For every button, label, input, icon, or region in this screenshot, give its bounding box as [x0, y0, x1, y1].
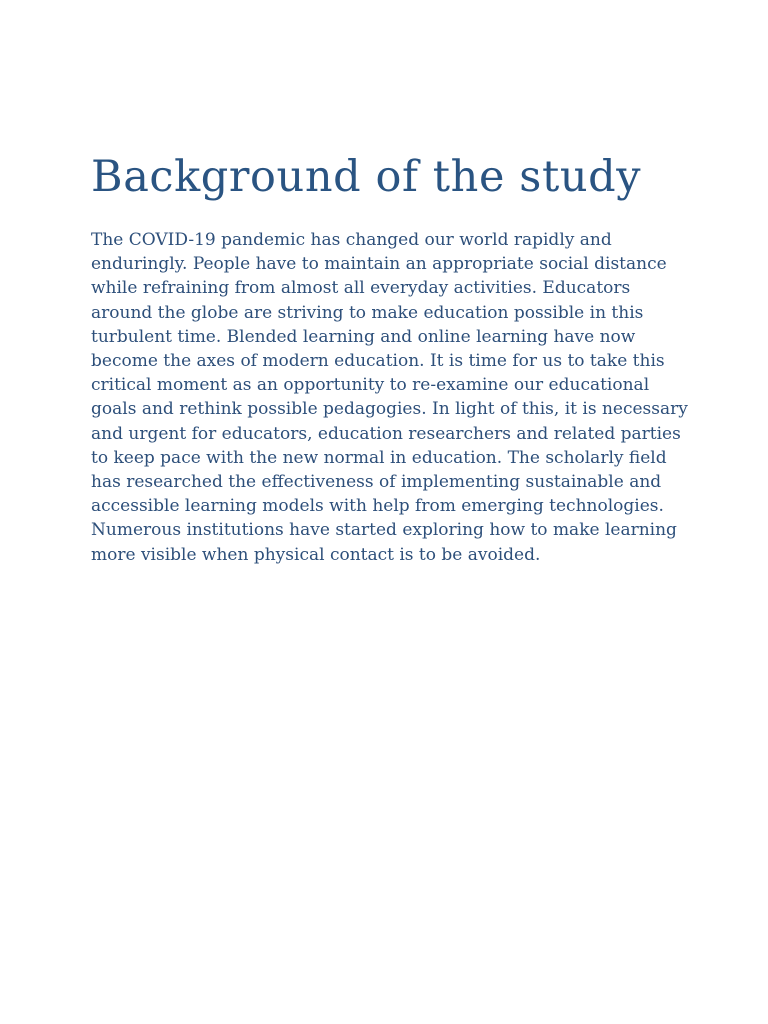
paragraph-line: while refraining from almost all everyday activities. Educators: [91, 278, 631, 299]
paragraph-line: has researched the effectiveness of implementing sustainable and: [91, 472, 662, 493]
paragraph-line: The COVID-19 pandemic has changed our world rapidly and: [91, 230, 612, 250]
paragraph-line: goals and rethink possible pedagogies. In light of this, it is necessary: [91, 399, 688, 420]
paragraph-line: become the axes of modern education. It is time for us to take this: [91, 351, 665, 372]
paragraph-line: enduringly. People have to maintain an appropriate social distance: [91, 254, 667, 275]
paragraph-line: turbulent time. Blended learning and online learning have now: [91, 326, 636, 347]
paragraph-line: more visible when physical contact is to be avoided.: [91, 544, 541, 565]
paragraph-line: critical moment as an opportunity to re-examine our educational: [91, 375, 650, 396]
paragraph-line: around the globe are striving to make education possible in this: [91, 302, 644, 323]
paragraph-line: accessible learning models with help from emerging technologies.: [91, 496, 664, 517]
body-paragraph: [91, 228, 686, 567]
page-title: Background of the study: [91, 152, 642, 202]
paragraph-line: and urgent for educators, education researchers and related parties: [91, 423, 681, 444]
paragraph-line: Numerous institutions have started exploring how to make learning: [91, 520, 677, 541]
paragraph-line: to keep pace with the new normal in education. The scholarly field: [91, 447, 667, 468]
